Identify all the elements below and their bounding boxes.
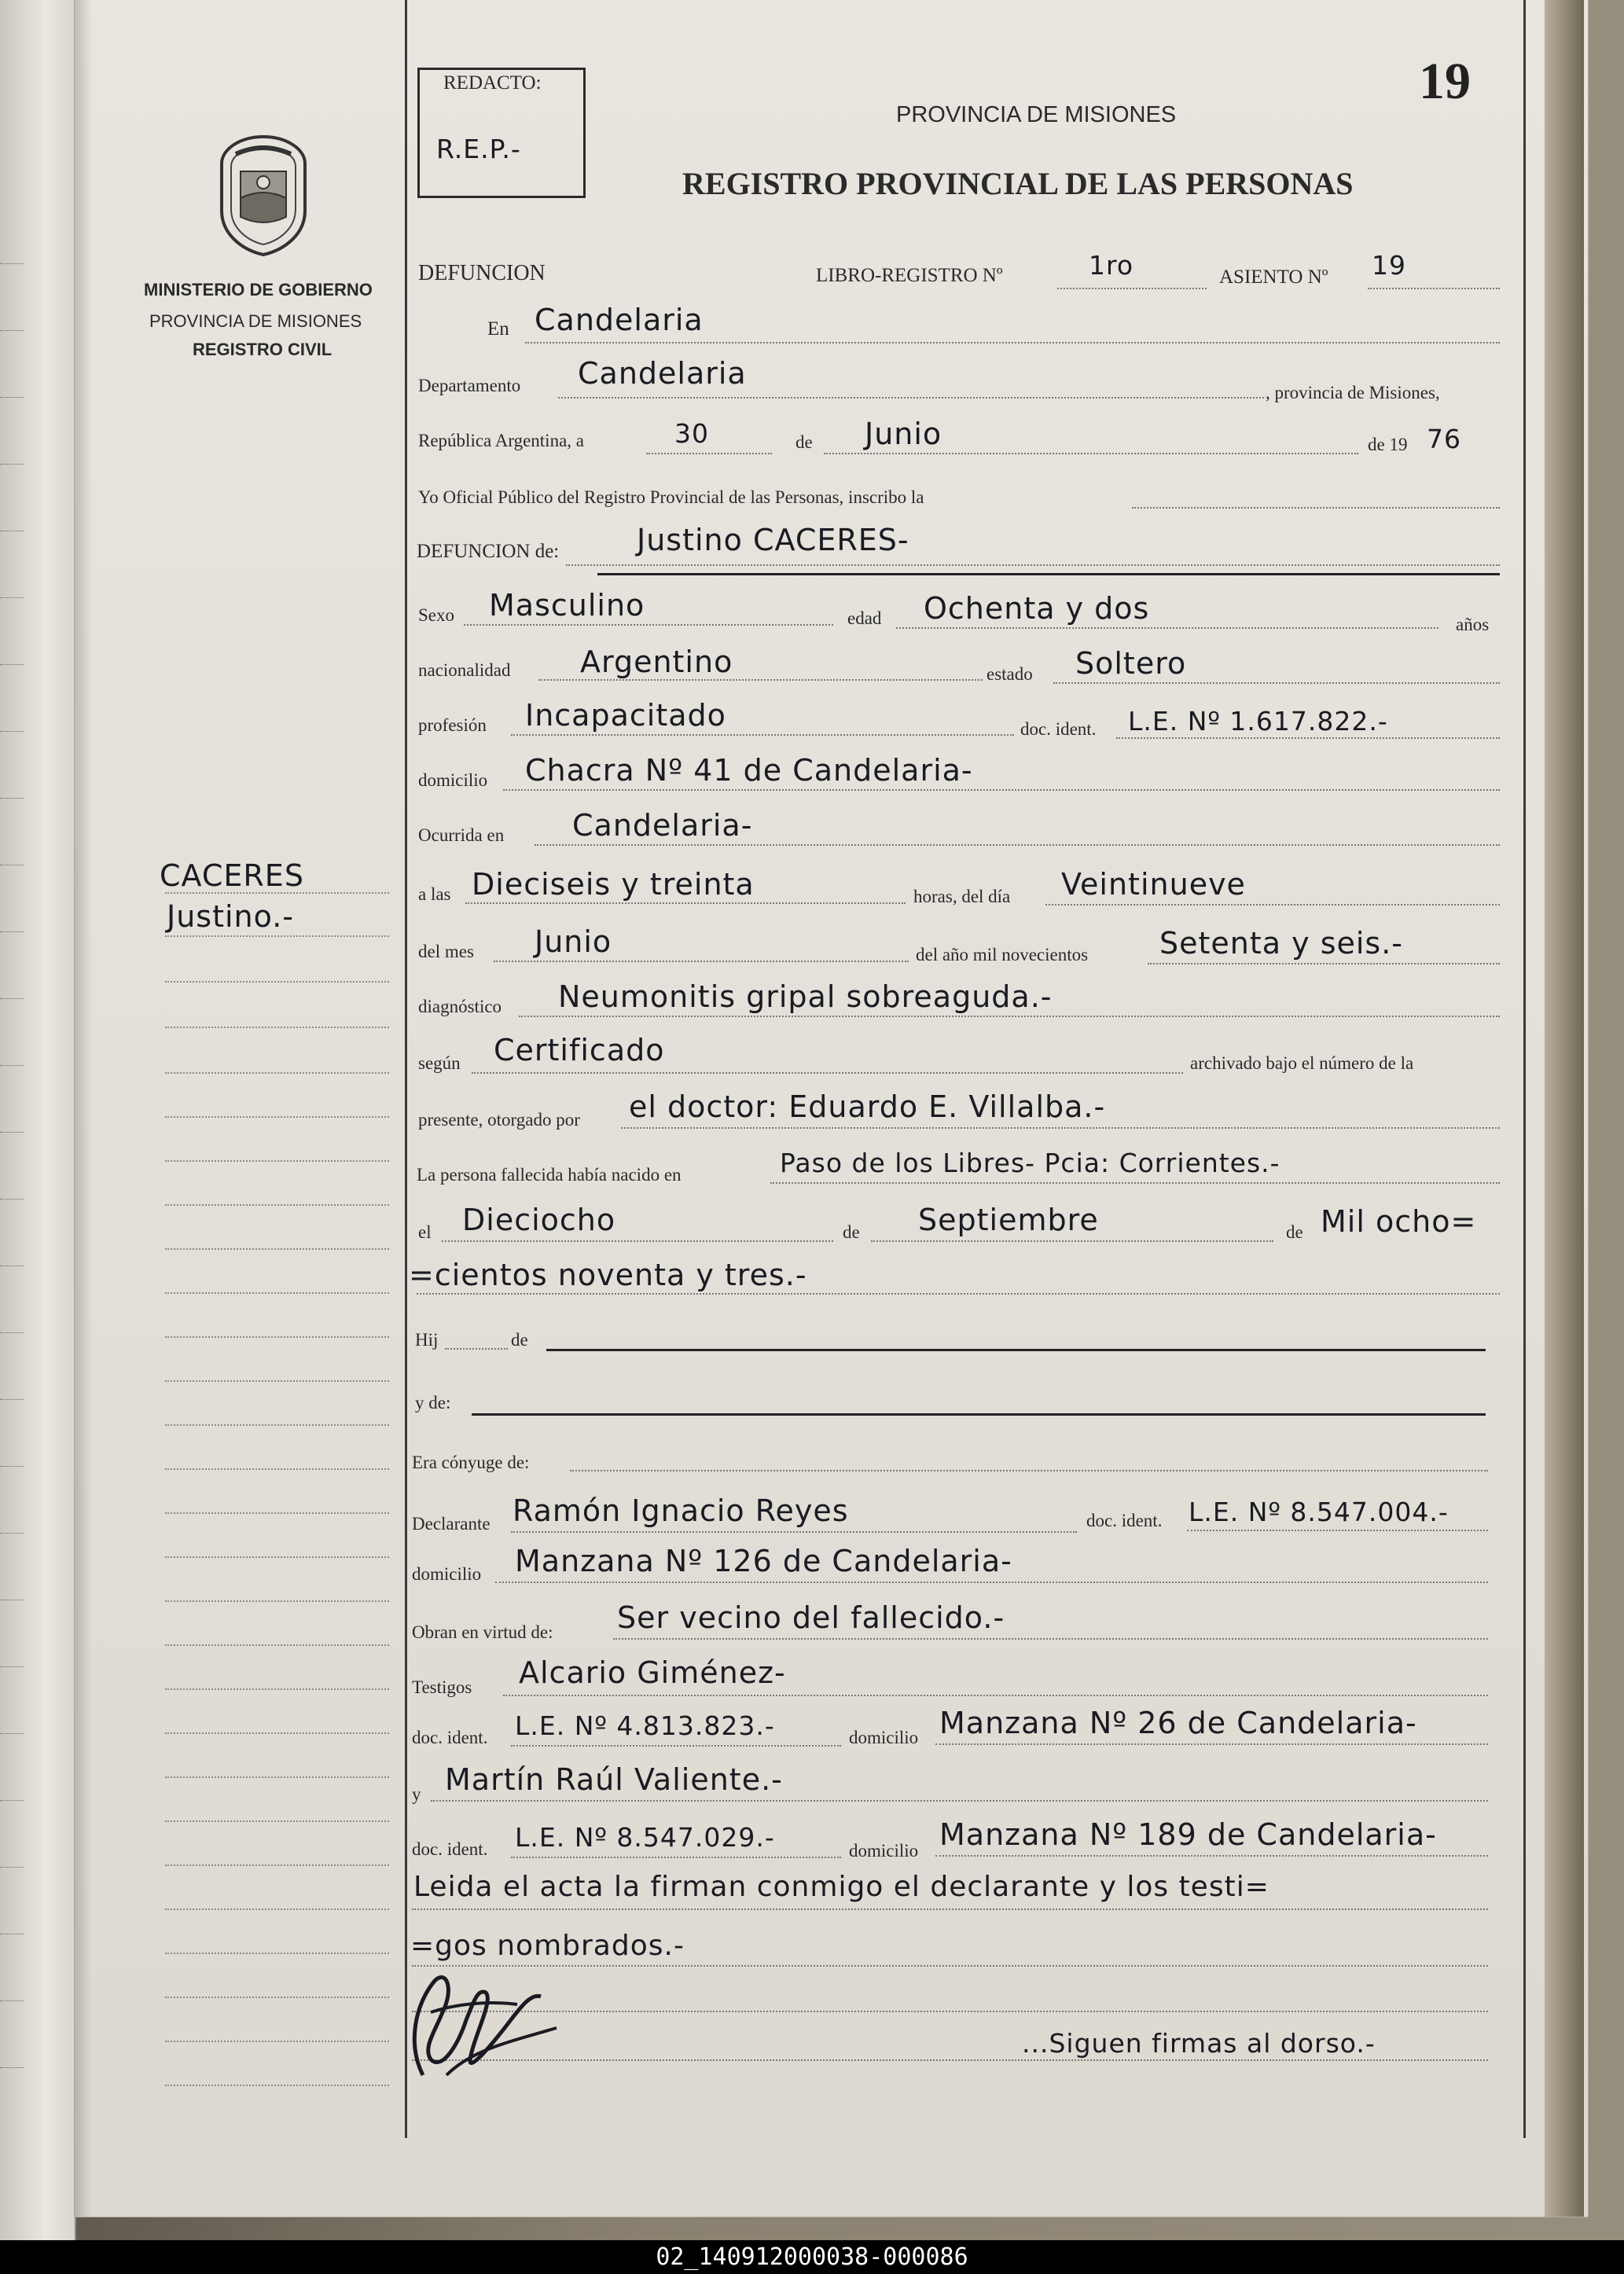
label-testigos: Testigos [412,1677,472,1697]
value-otorgado-por: el doctor: Eduardo E. Villalba.- [629,1089,1106,1124]
value-nombre: Justino CACERES- [637,523,909,557]
value-profesion: Incapacitado [525,698,726,733]
value-ano: 76 [1427,424,1461,454]
label-hij-de: de [511,1330,528,1350]
value-obran: Ser vecino del fallecido.- [617,1600,1005,1635]
margin-given-name: Justino.- [167,899,295,934]
label-domicilio: domicilio [418,770,488,790]
label-obran: Obran en virtud de: [412,1622,553,1642]
value-testigo2-doc: L.E. Nº 8.547.029.- [515,1822,775,1853]
value-declarante: Ramón Ignacio Reyes [513,1493,849,1528]
margin-surname: CACERES [160,858,304,893]
value-mes: Junio [865,417,942,451]
label-defuncion-de: DEFUNCION de: [417,541,560,562]
label-declarante-doc-ident: doc. ident. [1086,1511,1163,1530]
label-y-de: y de: [415,1393,451,1413]
label-libro-registro: LIBRO-REGISTRO Nº [816,265,1003,286]
label-nacionalidad: nacionalidad [418,660,511,680]
value-declarante-doc: L.E. Nº 8.547.004.- [1189,1497,1449,1527]
value-nac-ano-1: Mil ocho= [1321,1204,1477,1239]
label-archivado: archivado bajo el número de la [1190,1053,1414,1073]
value-edad: Ochenta y dos [924,591,1150,626]
closing-line-1: Leida el acta la firman conmigo el declarante y los testi= [413,1871,1269,1903]
value-dia: 30 [674,418,709,449]
value-segun: Certificado [494,1033,665,1067]
label-provincia-de-misiones: , provincia de Misiones, [1266,383,1440,402]
value-asiento: 19 [1372,250,1406,281]
gutter-shadow [75,0,92,2217]
label-segun: según [418,1053,461,1073]
value-testigo1-doc: L.E. Nº 4.813.823.- [515,1710,775,1741]
redacto-label: REDACTO: [443,72,542,94]
value-estado: Soltero [1075,646,1187,681]
label-republica-argentina: República Argentina, a [418,431,584,450]
ministry-line-1: MINISTERIO DE GOBIERNO [144,280,373,299]
value-en: Candelaria [535,303,704,337]
label-asiento: ASIENTO Nº [1219,266,1328,288]
value-ocurrida-en: Candelaria- [572,808,753,843]
value-nacionalidad: Argentino [580,645,733,679]
label-estado: estado [987,664,1033,684]
label-de-nac-mes: de [843,1222,860,1242]
label-testigo2-domicilio: domicilio [849,1841,919,1861]
value-declarante-domicilio: Manzana Nº 126 de Candelaria- [515,1544,1012,1578]
label-profesion: profesión [418,715,487,735]
label-departamento: Departamento [418,376,521,395]
label-a-las: a las [418,884,451,904]
label-diagnostico: diagnóstico [418,997,502,1016]
value-testigo2-domicilio: Manzana Nº 189 de Candelaria- [939,1817,1437,1852]
previous-page-edge [0,0,76,2240]
redacto-value: R.E.P.- [436,134,521,164]
image-caption: 02_140912000038-000086 [0,2240,1624,2274]
label-anos: años [1456,615,1490,634]
value-testigo2: Martín Raúl Valiente.- [445,1762,783,1797]
ministry-line-2: PROVINCIA DE MISIONES [149,311,362,331]
header-province: PROVINCIA DE MISIONES [896,102,1177,127]
label-declarante-domicilio: domicilio [412,1564,482,1584]
label-edad: edad [847,608,882,628]
label-testigo1-domicilio: domicilio [849,1728,919,1747]
value-nac-mes: Septiembre [918,1203,1099,1237]
value-nacido-en: Paso de los Libres- Pcia: Corrientes.- [780,1148,1280,1178]
closing-line-2: =gos nombrados.- [410,1930,685,1962]
value-departamento: Candelaria [578,356,747,391]
label-defuncion: DEFUNCION [418,261,546,285]
value-nac-dia: Dieciocho [462,1203,616,1237]
page-number: 19 [1419,53,1471,110]
label-sexo: Sexo [418,605,454,625]
value-libro-registro: 1ro [1089,250,1134,281]
value-mes-texto: Junio [535,924,612,959]
handwritten-signature [399,1957,564,2083]
label-de-nac-ano: de [1286,1222,1303,1242]
value-diagnostico: Neumonitis gripal sobreaguda.- [558,979,1053,1014]
value-testigo1-domicilio: Manzana Nº 26 de Candelaria- [939,1706,1417,1740]
label-en: En [487,318,509,340]
value-ano-texto: Setenta y seis.- [1159,926,1404,961]
value-testigo1: Alcario Giménez- [519,1655,786,1690]
label-doc-ident: doc. ident. [1020,719,1097,739]
label-de-mes: de [795,432,813,452]
label-del-ano: del año mil novecientos [916,945,1089,964]
label-declarante: Declarante [412,1514,491,1534]
label-horas-del-dia: horas, del día [913,887,1011,906]
value-doc-ident: L.E. Nº 1.617.822.- [1128,706,1388,737]
label-testigo1-doc-ident: doc. ident. [412,1728,488,1747]
label-ocurrida-en: Ocurrida en [418,825,505,845]
value-dia-texto: Veintinueve [1061,867,1246,902]
label-hij: Hij [415,1330,439,1350]
label-del-mes: del mes [418,942,474,961]
siguen-firmas: ...Siguen firmas al dorso.- [1022,2028,1376,2059]
label-presente-otorgado: presente, otorgado por [418,1110,580,1130]
label-y: y [412,1784,421,1804]
label-testigo2-doc-ident: doc. ident. [412,1839,488,1859]
label-era-conyuge: Era cónyuge de: [412,1453,530,1472]
label-de-19: de 19 [1368,435,1408,454]
label-el: el [418,1222,432,1242]
header-registry: REGISTRO PROVINCIAL DE LAS PERSONAS [682,166,1354,201]
label-persona-nacido: La persona fallecida había nacido en [417,1165,682,1185]
book-spine-edge [1545,0,1584,2217]
value-domicilio: Chacra Nº 41 de Candelaria- [525,753,973,788]
ministry-line-3: REGISTRO CIVIL [193,340,333,359]
provincial-seal-icon [212,132,314,258]
value-a-las: Dieciseis y treinta [472,867,755,902]
label-yo-oficial: Yo Oficial Público del Registro Provincial de las Personas, inscribo la [418,487,924,507]
value-sexo: Masculino [489,588,645,623]
value-nac-ano-2: =cientos noventa y tres.- [409,1258,807,1292]
